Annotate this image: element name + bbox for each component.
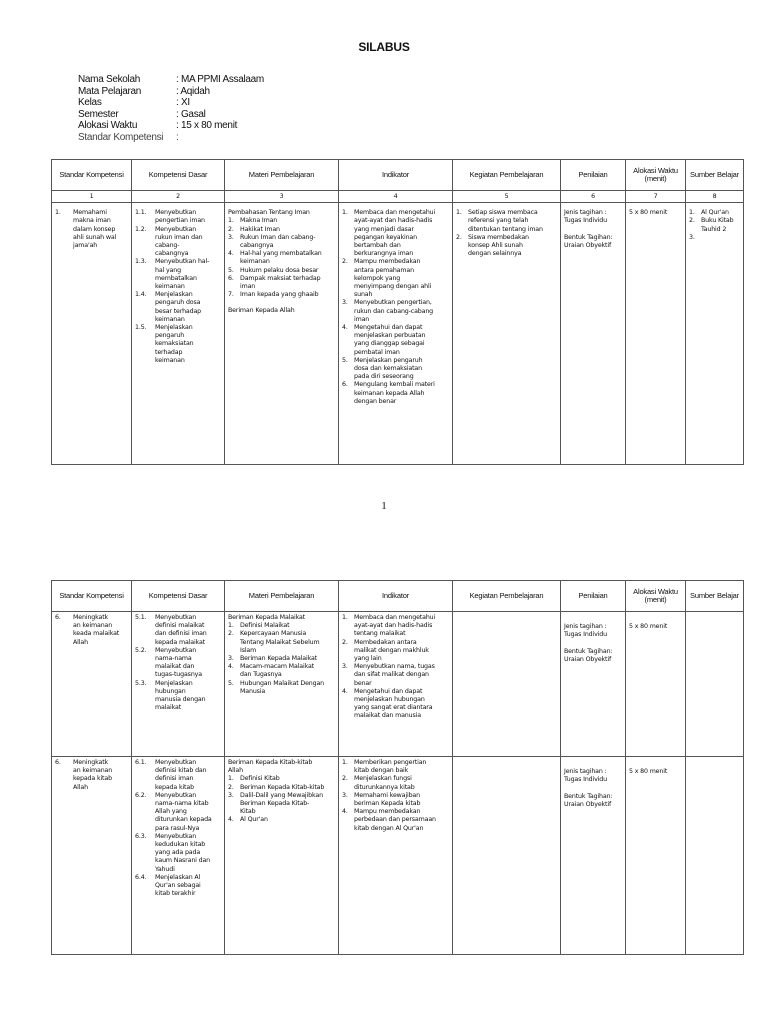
column-header: Alokasi Waktu (menit) [626,160,686,191]
info-value: : Gasal [176,108,206,120]
item-marker: 7. [228,291,234,299]
item-text: Definisi Kitab [240,775,280,783]
cell-materi-pembelajaran [225,612,339,757]
column-header: Materi Pembelajaran [225,160,339,191]
item-marker: 1. [342,614,348,621]
cell-indikator [339,612,453,757]
info-row-competency [78,132,264,144]
item-marker: 1.1. [135,209,147,217]
item-text: Makna Iman [240,217,278,225]
item-text: Dalil-Dalil yang Mewajibkan Beriman Kepada Kitab- Kitab [240,791,323,816]
item-text: Kepercayaan Manusia Tentang Malaikat Sebelum Islam [240,630,320,654]
item-text: Mengetahui dan dapat menjelaskan perbuatan yang dianggap sebagai pembatal iman [354,324,426,356]
item-text: Hakikat Iman [240,225,280,233]
info-label: Standar Kompetensi [78,131,164,143]
column-number: 1 [52,191,132,203]
cell-penilaian: Jenis tagihan : Tugas Individu Bentuk Tagihan: Uraian Obyektif [561,757,626,955]
item-marker: 3. [342,299,348,307]
cell-standar-kompetensi [52,612,132,757]
cell-materi-pembelajaran [225,203,339,465]
column-header: Standar Kompetensi [52,160,132,191]
column-number-row [52,191,744,203]
item-text: Menyebutkan pengertian iman [155,209,205,225]
item-text: Menjelaskan Al Qur'an sebagai kitab terakhir [155,873,201,898]
cell-kegiatan-pembelajaran [453,203,561,465]
item-text: Mampu membedakan antara pemahaman kelompok yang menyimpang dengan ahli sunah [354,258,432,299]
item-text: Mengulang kembali materi keimanan kepada Allah dengan benar [354,381,435,405]
cell-standar-kompetensi [52,757,132,955]
item-text: Hal-hal yang membatalkan keimanan [240,250,322,266]
item-text: Menjelaskan hubungan manusia dengan malaikat [155,679,206,712]
cell-alokasi-waktu: 5 x 80 menit [626,612,686,757]
column-header: Sumber Belajar [686,160,744,191]
column-header: Penilaian [561,160,626,191]
item-text: Hubungan Malaikat Dengan Manusia [240,679,325,695]
item-text: Membaca dan mengetahui ayat-ayat dan hadis-hadis tentang malaikat [354,614,436,638]
syllabus-table-1 [51,159,744,465]
cell-alokasi-waktu: 5 x 80 menit [626,757,686,955]
item-marker: 1. [456,209,462,217]
item-text: Macam-macam Malaikat dan Tugasnya [240,663,314,679]
item-text: Rukun Iman dan cabang- cabangnya [240,233,316,250]
column-header: Kompetensi Dasar [132,160,225,191]
item-marker: 6.4. [135,873,147,881]
cell-kompetensi-dasar [132,757,225,955]
item-marker: 5. [228,266,234,274]
item-marker: 3. [342,663,348,671]
cell-penilaian: Jenis tagihan : Tugas Individu Bentuk Tagihan: Uraian Obyektif [561,612,626,757]
cell-penilaian: Jenis tagihan : Tugas Individu Bentuk Tagihan: Uraian Obyektif [561,203,626,465]
info-row-school [78,74,264,86]
info-value: : XI [176,97,190,108]
item-text: Memahami kewajiban beriman Kepada kitab [354,791,421,808]
item-marker: 6.2. [135,791,147,799]
column-header: Kegiatan Pembelajaran [453,581,561,612]
cell-kompetensi-dasar [132,203,225,465]
item-marker: 6. [228,274,234,282]
item-text: Meningkatk an keimanan keada malaikat Allah [73,614,120,646]
column-header: Kegiatan Pembelajaran [453,160,561,191]
cell-sumber-belajar [686,612,744,757]
column-number: 8 [686,191,744,203]
item-text: Menyebutkan kedudukan kitab yang ada pada kaum Nasrani dan Yahudi [155,832,211,873]
item-text: Buku Kitab Tauhid 2 [701,217,734,233]
item-marker: 6. [55,759,61,766]
item-marker: 1. [55,209,61,217]
item-text: Beriman Kepada Kitab-kitab [240,783,325,791]
table-header [52,581,744,612]
page-number: 1 [381,500,387,512]
info-label: Mata Pelajaran [78,85,142,97]
item-marker: 1.3. [135,258,147,266]
column-number: 3 [225,191,339,203]
column-number: 7 [626,191,686,203]
item-text: Menjelaskan pengaruh dosa dan kemaksiatan pada diri seseorang [354,356,423,381]
info-row-class [78,97,264,109]
info-value: : MA PPMI Assalaam [176,74,264,85]
item-marker: 5. [342,356,348,364]
table-row [52,203,744,465]
item-marker: 1. [689,209,695,217]
cell-kompetensi-dasar [132,612,225,757]
item-text: Memahami makna iman dalam konsep ahli sunah wal jama'ah [73,209,117,250]
item-text: Dampak maksiat terhadap iman [240,274,321,291]
cell-materi-pembelajaran [225,757,339,955]
page-title: SILABUS [358,40,410,54]
materi-heading: Beriman Kepada Malaikat [228,614,305,621]
item-text: Memberikan pengertian kitab dengan baik [354,759,427,775]
item-marker: 1.2. [135,225,147,233]
item-text: Mampu membedakan perbedaan dan persamaan kitab dengan Al Qur'an [354,808,436,832]
item-marker: 3. [689,233,695,241]
item-text: Menjelaskan pengaruh dosa besar terhadap keimanan [155,291,202,323]
item-marker: 1. [342,759,348,766]
item-marker: 3. [228,655,234,663]
item-marker: 1. [228,217,234,225]
item-text: Setiap siswa membaca referensi yang telah ditentukan tentang iman [468,209,543,233]
cell-sumber-belajar [686,757,744,955]
column-header: Materi Pembelajaran [225,581,339,612]
item-text: Menyebutkan nama, tugas dan sifat malikat dengan benar [354,663,435,687]
column-number: 5 [453,191,561,203]
column-number: 6 [561,191,626,203]
materi-footer: Beriman Kepada Allah [228,307,295,315]
item-text: Al Qur'an [240,816,268,824]
item-text: Menyebutkan hal- hal yang membatalkan keimanan [155,258,210,291]
cell-indikator [339,757,453,955]
item-marker: 3. [342,791,348,799]
item-marker: 2. [228,225,234,233]
column-header: Indikator [339,160,453,191]
item-marker: 1. [228,775,234,783]
item-marker: 1.5. [135,324,147,332]
materi-heading: Pembahasan Tentang Iman [228,209,310,217]
item-text: Menjelaskan fungsi diturunkannya kitab [354,775,415,791]
item-marker: 1.4. [135,291,147,299]
item-marker: 4. [228,816,234,824]
item-text: Membedakan antara malikat dengan makhluk yang lain [354,638,429,663]
item-text: Menyebutkan pengertian, rukun dan cabang-cabang iman [354,299,434,323]
item-text: Definisi Malaikat [240,622,290,630]
column-header: Alokasi Waktu (menit) [626,581,686,612]
table-header [52,160,744,191]
school-info-block [78,74,264,143]
item-text: Menyebutkan definisi kitab dan definisi iman kepada kitab [155,759,207,791]
item-marker: 3. [228,233,234,241]
item-marker: 6. [55,614,61,621]
item-marker: 4. [342,687,348,695]
info-label: Kelas [78,97,102,108]
cell-standar-kompetensi [52,203,132,465]
info-value: : Aqidah [176,85,210,97]
item-marker: 2. [342,638,348,646]
table-row [52,612,744,757]
item-marker: 6.1. [135,759,147,766]
item-text: Hukum pelaku dosa besar [240,266,319,274]
item-text: Siswa membedakan konsep Ahli sunah dengan selainnya [468,233,529,258]
item-text: Menyebutkan definisi malaikat dan definisi iman kepada malaikat [155,614,207,646]
item-marker: 5.1. [135,614,147,621]
item-text: Menyebutkan nama-nama malaikat dan tugas-tugasnya [155,646,202,679]
info-row-time [78,120,264,132]
info-row-semester [78,109,264,121]
item-marker: 3. [228,791,234,799]
item-marker: 2. [228,630,234,638]
item-text: Beriman Kepada Malaikat [240,655,317,663]
column-header: Sumber Belajar [686,581,744,612]
item-text: Meningkatk an keimanan kepada kitab Allah [73,759,113,791]
item-marker: 1. [228,622,234,630]
item-text: Menjelaskan pengaruh kemaksiatan terhadap keimanan [155,324,194,364]
info-label: Alokasi Waktu [78,120,138,131]
item-text: Menyebutkan nama-nama kitab Allah yang diturunkan kepada para rasul-Nya [155,791,212,832]
item-marker: 6.3. [135,832,147,840]
item-marker: 2. [342,775,348,783]
info-row-subject [78,86,264,98]
item-marker: 2. [228,783,234,791]
item-text [701,234,740,242]
item-text: Membaca dan mengetahui ayat-ayat dan hadis-hadis yang menjadi dasar pegangan keyakinan bertambah dan berkurangnya iman [354,209,436,258]
column-header: Standar Kompetensi [52,581,132,612]
item-text: Menyebutkan rukun iman dan cabang- cabangnya [155,225,203,258]
item-text: Iman kepada yang ghaaib [240,291,319,299]
syllabus-table-2 [51,580,744,955]
cell-sumber-belajar [686,203,744,465]
info-label: Nama Sekolah [78,74,140,85]
item-text: Mengetahui dan dapat menjelaskan hubungan yang sangat erat diantara malaikat dan manusia [354,687,433,720]
item-marker: 6. [342,381,348,389]
item-marker: 5.2. [135,646,147,654]
item-marker: 4. [342,324,348,332]
item-marker: 4. [228,250,234,258]
item-marker: 5.3. [135,679,147,687]
item-marker: 4. [342,808,348,816]
cell-indikator [339,203,453,465]
item-marker: 2. [689,217,695,225]
cell-kegiatan-pembelajaran [453,612,561,757]
item-marker: 4. [228,663,234,671]
column-header: Kompetensi Dasar [132,581,225,612]
item-marker: 5. [228,679,234,687]
column-number: 2 [132,191,225,203]
table-row [52,757,744,955]
cell-kegiatan-pembelajaran [453,757,561,955]
item-text: Al Qur'an [701,209,729,217]
column-header: Indikator [339,581,453,612]
info-value: : [176,131,179,143]
info-value: : 15 x 80 menit [176,120,238,131]
column-number: 4 [339,191,453,203]
info-label: Semester [78,108,119,120]
cell-alokasi-waktu: 5 x 80 menit [626,203,686,465]
column-header: Penilaian [561,581,626,612]
materi-heading: Beriman Kepada Kitab-kitab Allah [228,759,313,775]
item-marker: 2. [342,258,348,266]
item-marker: 1. [342,209,348,217]
item-marker: 2. [456,233,462,241]
